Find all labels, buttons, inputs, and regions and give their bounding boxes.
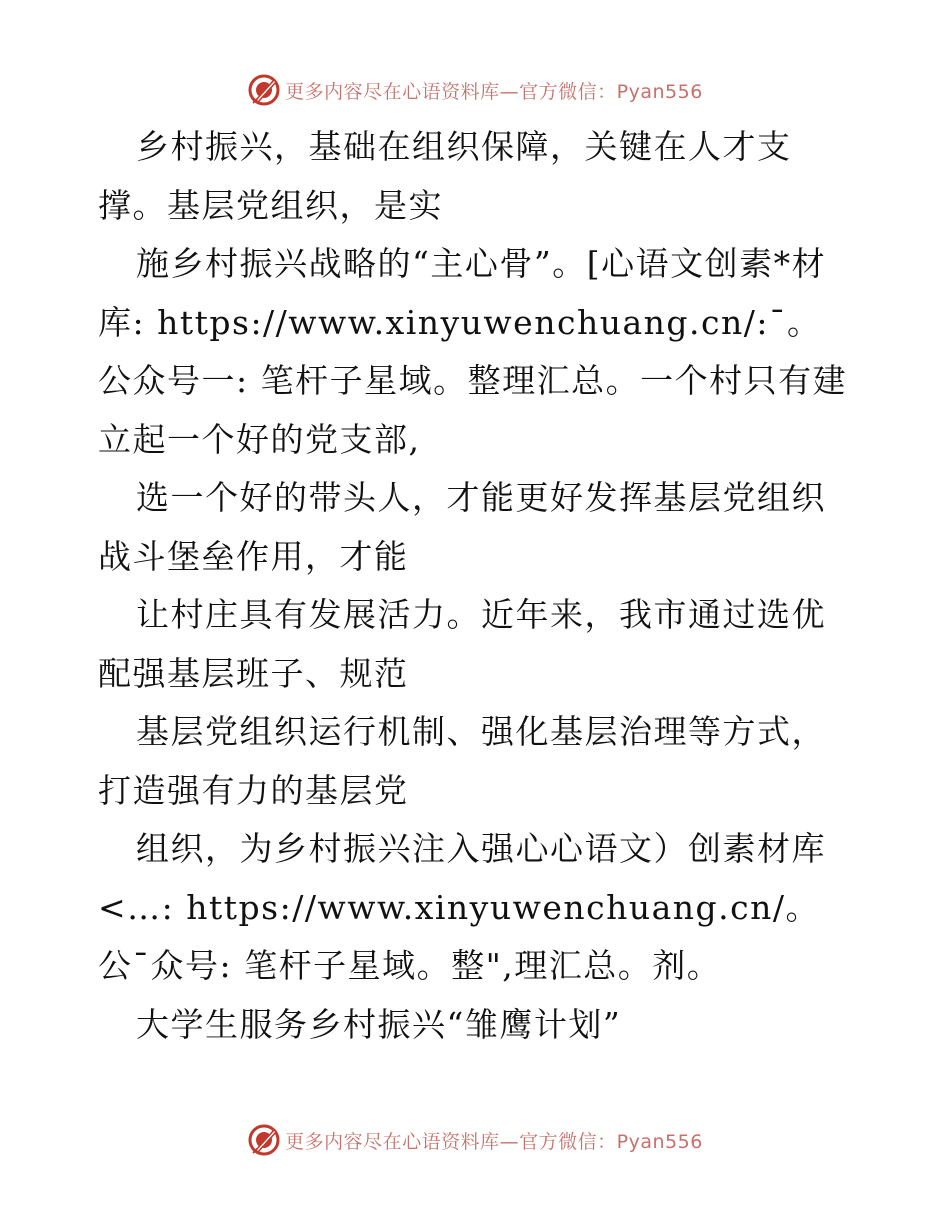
paragraph: 大学生服务乡村振兴“雏鹰计划”	[136, 1004, 622, 1044]
paragraph: 选一个好的带头人，才能更好发挥基层党组织战斗堡垒作用，才能	[98, 478, 826, 576]
document-body	[98, 118, 850, 1054]
paragraph: 让村庄具有发展活力。近年来，我市通过选优配强基层班子、规范	[98, 595, 826, 693]
footer-banner-text: 更多内容尽在心语资料库—官方微信：Pyan556	[285, 1130, 703, 1153]
pen-logo-icon	[247, 73, 281, 107]
paragraph: 施乡村振兴战略的“主心骨”。[心语文创素*材库: https://www.xinyuwenchuang.cn/:¯。公众号一: 笔杆子星域。整理汇总。一个村只有建立起一个好的党支部,	[98, 244, 848, 459]
paragraph: 基层党组织运行机制、强化基层治理等方式，打造强有力的基层党	[98, 712, 826, 810]
header-banner	[0, 70, 950, 110]
pen-logo-icon	[247, 1123, 281, 1157]
paragraph: 组织，为乡村振兴注入强心心语文）创素材库<…: https://www.xinyuwenchuang.cn/。公¯众号: 笔杆子星域。整",理汇总。剂。	[98, 829, 826, 985]
header-banner-text: 更多内容尽在心语资料库—官方微信：Pyan556	[285, 80, 703, 103]
paragraph: 乡村振兴，基础在组织保障，关键在人才支撑。基层党组织，是实	[98, 127, 792, 225]
footer-banner	[0, 1120, 950, 1160]
